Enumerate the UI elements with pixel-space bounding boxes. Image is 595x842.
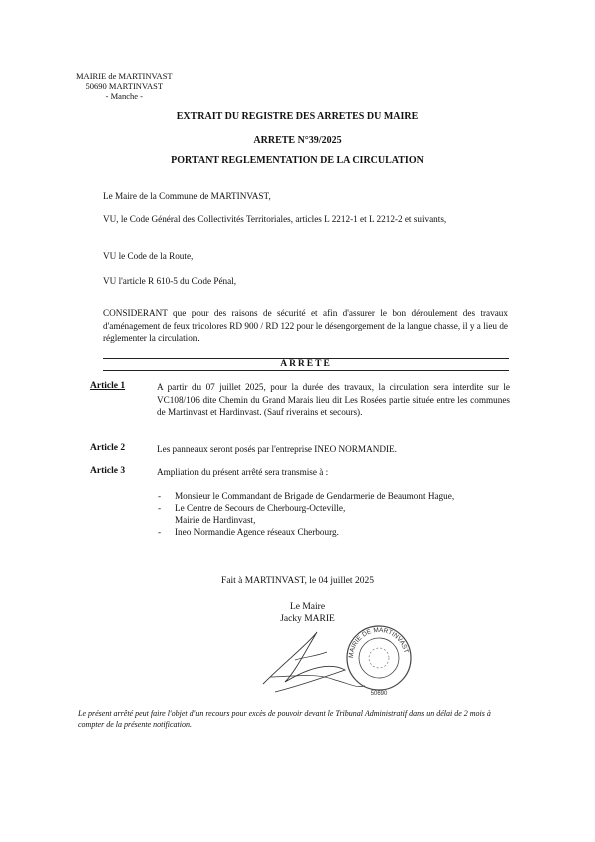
preamble-maire: Le Maire de la Commune de MARTINVAST, xyxy=(103,191,271,201)
signature-stamp-graphic xyxy=(255,622,425,702)
recipients-list xyxy=(158,490,510,538)
preamble-vu-code-route: VU le Code de la Route, xyxy=(103,251,194,261)
arrete-heading: ARRETE xyxy=(103,358,509,371)
recipient-gendarmerie: Monsieur le Commandant de Brigade de Gendarmerie de Beaumont Hague, xyxy=(175,491,455,501)
article-3-text: Ampliation du présent arrêté sera transmise à : xyxy=(157,467,329,477)
preamble-vu-cgct: VU, le Code Général des Collectivités Territoriales, articles L 2212-1 et L 2212-2 et suivants, xyxy=(103,214,447,224)
dash-bullet: - xyxy=(158,491,162,501)
document-title: EXTRAIT DU REGISTRE DES ARRETES DU MAIRE xyxy=(176,111,419,122)
article-3-label: Article 3 xyxy=(90,466,126,476)
dash-bullet: - xyxy=(158,527,162,537)
signature-stroke xyxy=(295,652,327,660)
preamble-considerant: CONSIDERANT que pour des raisons de sécurité et afin d'assurer le bon déroulement des travaux d'aménagement de feux tricolores RD 900 / RD 122 pour le désengorgement de la langue chasse, il y a lieu de réglementer la circulation. xyxy=(103,308,508,343)
signatory-name: Jacky MARIE xyxy=(280,614,335,624)
mairie-name: MAIRIE de MARTINVAST xyxy=(76,71,173,81)
list-item xyxy=(158,490,510,502)
mairie-header xyxy=(76,71,173,101)
mairie-postal: 50690 MARTINVAST xyxy=(85,81,164,91)
recipient-centre-secours: Le Centre de Secours de Cherbourg-Octeville, xyxy=(175,503,346,513)
article-2-text: Les panneaux seront posés par l'entreprise INEO NORMANDIE. xyxy=(157,444,397,454)
stamp-ring-text: MAIRIE DE MARTINVAST xyxy=(347,626,410,659)
place-date: Fait à MARTINVAST, le 04 juillet 2025 xyxy=(221,576,374,586)
article-2-label: Article 2 xyxy=(90,443,126,453)
dash-bullet: - xyxy=(158,503,162,513)
list-item xyxy=(158,526,510,538)
mairie-department: - Manche - xyxy=(105,91,143,101)
signature-stroke xyxy=(263,632,345,692)
preamble-vu-code-penal: VU l'article R 610-5 du Code Pénal, xyxy=(103,276,237,286)
document-subtitle: PORTANT REGLEMENTATION DE LA CIRCULATION xyxy=(171,155,424,166)
legal-notice: Le présent arrêté peut faire l'objet d'un recours pour excès de pouvoir devant le Tribunal Administratif dans un délai de 2 mois à compter de la présente notification. xyxy=(78,709,491,729)
list-item xyxy=(158,502,510,526)
article-1-label: Article 1 xyxy=(90,381,126,391)
recipient-ineo: Ineo Normandie Agence réseaux Cherbourg. xyxy=(175,527,339,537)
signatory-role: Le Maire xyxy=(289,602,326,612)
article-1-text: A partir du 07 juillet 2025, pour la durée des travaux, la circulation sera interdite sur le VC108/106 dite Chemin du Grand Marais lieu dit Les Rosées partie située entre les communes de Martinvast et Hardinvast. (Sauf riverains et secours). xyxy=(157,382,510,417)
stamp-bottom-text: 50690 xyxy=(370,691,388,697)
recipient-mairie-hardinvast: Mairie de Hardinvast, xyxy=(175,515,256,525)
signature-stroke xyxy=(270,675,365,686)
svg-text:MAIRIE DE MARTINVAST xyxy=(348,627,410,658)
arrete-number: ARRETE N°39/2025 xyxy=(253,135,342,146)
